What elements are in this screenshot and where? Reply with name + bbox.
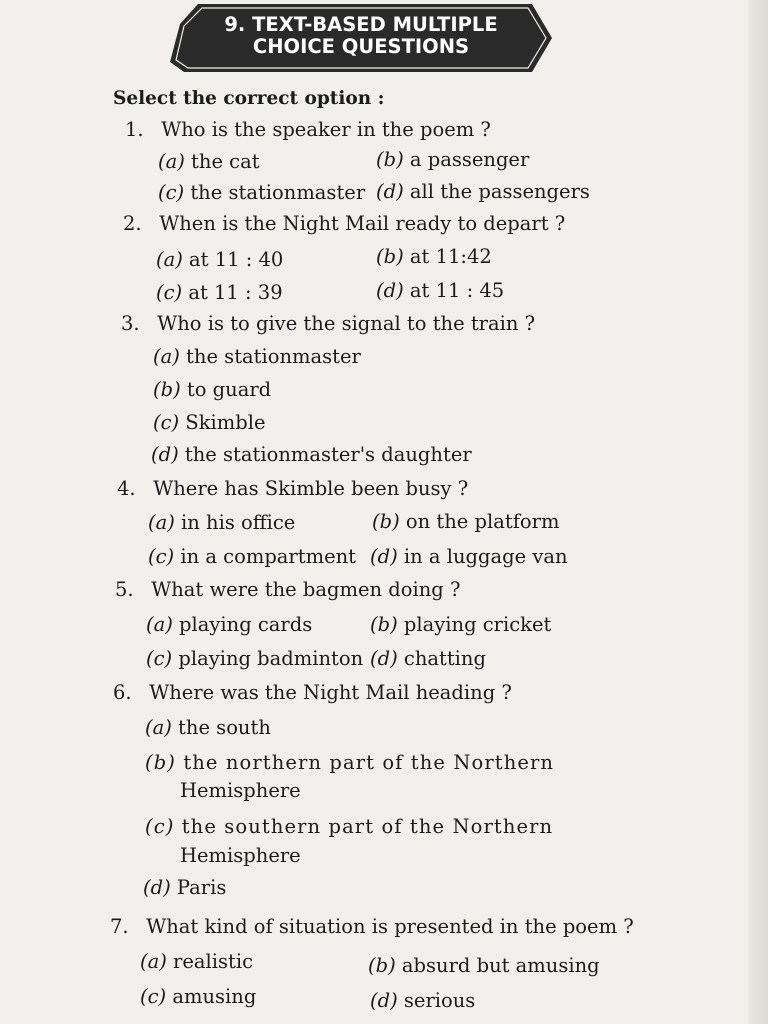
option-1c [158,181,365,204]
option-text: in a compartment [180,545,357,568]
option-text: at 11:42 [409,245,492,268]
option-text: the southern part of the Northern [181,815,554,838]
option-2b [376,245,492,268]
option-label: (c) [158,181,185,204]
option-label: (d) [143,876,171,899]
question-text: When is the Night Mail ready to depart ? [159,212,566,235]
option-label: (d) [376,279,404,302]
option-label: (c) [153,411,180,434]
question-number: 7. [110,915,129,938]
question-number: 3. [121,312,140,335]
option-text: a passenger [409,148,530,171]
option-4d [370,545,568,568]
option-text: playing cards [179,613,313,636]
question-text: Where has Skimble been busy ? [153,477,469,500]
option-5a [146,613,312,636]
option-6b [145,751,554,774]
option-label: (c) [146,647,173,670]
option-label: (a) [148,511,175,534]
option-6c-continuation: Hemisphere [180,844,301,867]
option-3d [151,443,472,466]
option-label: (b) [372,510,400,533]
question-number: 4. [117,477,136,500]
banner-line-1: 9. TEXT-BASED MULTIPLE [224,13,498,36]
option-1b [376,148,529,171]
option-4a [148,511,295,534]
option-label: (b) [376,245,404,268]
option-text: Skimble [185,411,266,434]
option-7a [140,950,253,973]
question-6 [113,681,512,704]
option-label: (b) [368,954,396,977]
option-label: (a) [156,248,183,271]
question-text: What were the bagmen doing ? [151,578,461,601]
question-number: 2. [123,212,142,235]
option-7c [140,985,256,1008]
option-label: (b) [376,148,404,171]
question-number: 1. [125,118,144,141]
option-4c [148,545,356,568]
option-text: to guard [186,378,272,401]
section-banner [170,4,552,72]
option-6d [143,876,226,899]
option-text: serious [403,989,476,1012]
question-text: Where was the Night Mail heading ? [149,681,512,704]
option-label: (d) [370,647,398,670]
option-text: playing cricket [403,613,552,636]
option-7b [368,954,600,977]
option-label: (d) [370,545,398,568]
option-text: the stationmaster [190,181,366,204]
option-text: at 11 : 45 [409,279,505,302]
option-text: at 11 : 39 [188,281,283,304]
option-1d [376,180,590,203]
option-text: absurd but amusing [401,954,600,977]
option-3c [153,411,266,434]
option-4b [372,510,560,533]
option-text: the stationmaster [186,345,361,368]
option-label: (c) [148,545,175,568]
option-6a [145,716,271,739]
question-3 [121,312,535,335]
option-text: the cat [191,150,260,173]
option-text: Paris [176,876,227,899]
banner-line-2: CHOICE QUESTIONS [252,35,470,58]
option-5b [370,613,551,636]
question-text: Who is to give the signal to the train ? [157,312,536,335]
option-text: realistic [173,950,254,973]
option-3a [153,345,361,368]
banner-title [170,14,552,58]
page-edge-shadow [748,0,768,1024]
option-label: (b) [153,378,181,401]
option-5c [146,647,363,670]
option-2d [376,279,504,302]
option-text: chatting [403,647,486,670]
question-4 [117,477,468,500]
option-7d [370,989,475,1012]
question-7 [110,915,634,938]
option-text: in his office [181,511,296,534]
option-1a [158,150,260,173]
option-label: (c) [140,985,167,1008]
option-6b-continuation: Hemisphere [180,779,301,802]
option-3b [153,378,271,401]
option-label: (a) [153,345,180,368]
option-label: (c) [156,281,183,304]
option-label: (a) [158,150,185,173]
option-2a [156,248,283,271]
question-5 [115,578,460,601]
option-text: playing badminton [178,647,364,670]
question-text: Who is the speaker in the poem ? [161,118,491,141]
option-label: (a) [146,613,173,636]
option-label: (a) [145,716,172,739]
option-text: amusing [172,985,257,1008]
question-2 [123,212,565,235]
option-label: (a) [140,950,167,973]
option-label: (d) [151,443,179,466]
option-text: on the platform [405,510,560,533]
question-number: 6. [113,681,132,704]
option-text: the northern part of the Northern [183,751,555,774]
option-text: all the passengers [409,180,590,203]
option-label: (d) [370,989,398,1012]
option-text: the stationmaster's daughter [184,443,472,466]
question-number: 5. [115,578,134,601]
option-label: (c) [145,815,175,838]
option-6c [145,815,553,838]
option-label: (d) [376,180,404,203]
option-2c [156,281,283,304]
option-text: in a luggage van [403,545,568,568]
option-text: at 11 : 40 [189,248,284,271]
option-label: (b) [370,613,398,636]
option-text: the south [178,716,271,739]
question-1 [125,118,491,141]
instruction-text: Select the correct option : [113,88,385,109]
option-label: (b) [145,751,176,774]
option-5d [370,647,486,670]
question-text: What kind of situation is presented in the poem ? [146,915,634,938]
